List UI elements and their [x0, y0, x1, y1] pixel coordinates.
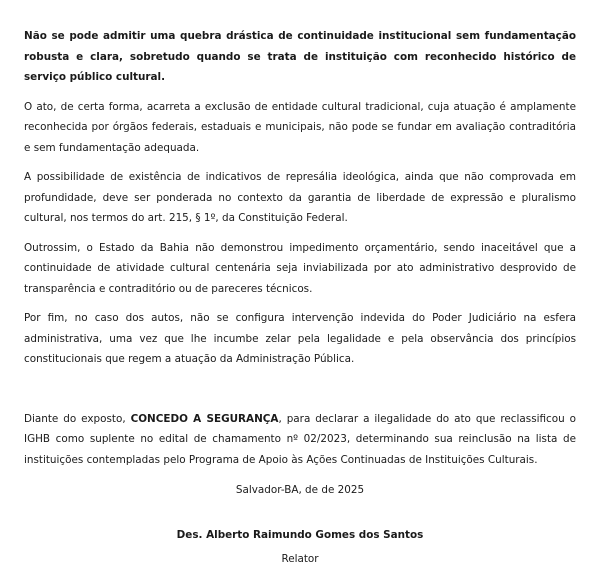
body-paragraph: Outrossim, o Estado da Bahia não demonstrou impedimento orçamentário, sendo inaceitável que a continuidade de atividade cultural centenária seja inviabilizada por ato administrativo desprovido de transparência e contraditório ou de pareceres técnicos.	[24, 241, 576, 295]
decision-emphasis: CONCEDO A SEGURANÇA	[130, 412, 279, 425]
body-paragraph: A possibilidade de existência de indicativos de represália ideológica, ainda que não comprovada em profundidade, deve ser ponderada no contexto da garantia de liberdade de expressão e pluralismo cultural, nos termos do art. 215, § 1º, da Constituição Federal.	[24, 171, 576, 224]
signer-name: Des. Alberto Raimundo Gomes dos Santos	[176, 528, 424, 541]
place-date: Salvador-BA, de de 2025	[235, 484, 365, 496]
body-paragraph: Por fim, no caso dos autos, não se configura intervenção indevida do Poder Judiciário na esfera administrativa, uma vez que lhe incumbe zelar pela legalidade e pela observância dos princípios constitucionais que regem a atuação da Administração Pública.	[24, 312, 576, 365]
decision-text-after: , para declarar a ilegalidade do ato que reclassificou o IGHB como suplente no edital de chamamento nº 02/2023, determinando sua reinclusão na lista de instituições contempladas pelo Programa de Apoio às Ações Continuadas de Instituições Culturais.	[24, 412, 576, 466]
intro-bold-paragraph: Não se pode admitir uma quebra drástica de continuidade institucional sem fundamentação robusta e clara, sobretudo quando se trata de instituição com reconhecido histórico de serviço público cultural.	[24, 30, 576, 83]
decision-text-before: Diante do exposto,	[24, 412, 131, 425]
signer-role: Relator	[281, 553, 319, 565]
section-gap	[24, 379, 576, 409]
body-paragraph: O ato, de certa forma, acarreta a exclusão de entidade cultural tradicional, cuja atuação é amplamente reconhecida por órgãos federais, estaduais e municipais, não pode se fundar em avaliação contraditória e sem fundamentação adequada.	[24, 100, 576, 154]
decision-paragraph	[24, 409, 576, 471]
